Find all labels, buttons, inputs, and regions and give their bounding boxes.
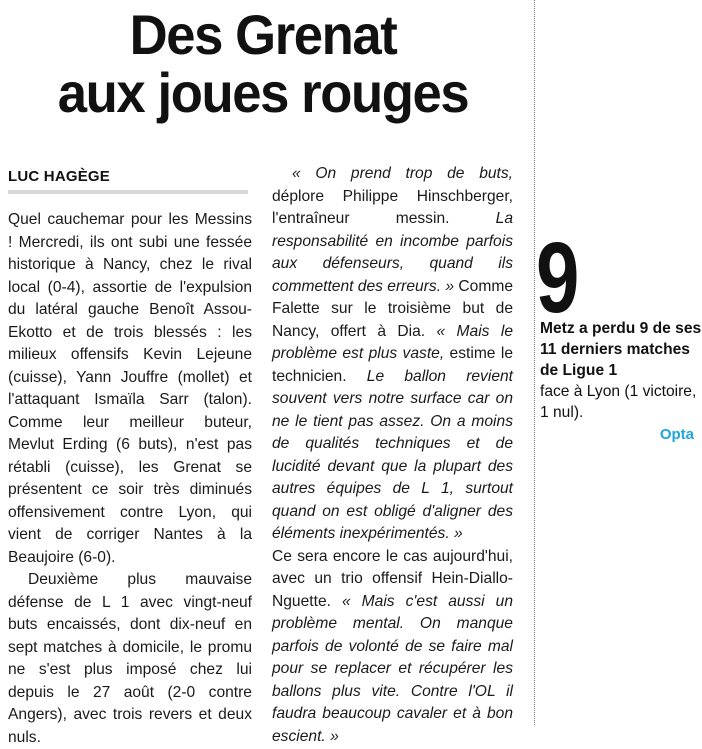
text-fragment: Comme Falette sur le troisième but de Nancy, offert à Dia. [272, 277, 513, 340]
paragraph-coach-quote [272, 163, 513, 546]
quote-fragment: Le ballon revient souvent vers notre surface car on ne le tient pas assez. On a moins de qualités techniques et de lucidité devant que la plupart des autres équipes de L 1, surtout quand on est obligé d'aligner des éléments inexpérimentés. » [272, 367, 513, 542]
paragraph-intro: Quel cauchemar pour les Messins ! Mercredi, ils ont subi une fessée historique à Nancy, chez le rival local (0-4), assortie de l'expulsion du latéral gauche Benoît Assou-Ekotto et de trois blessés : les milieux offensifs Kevin Lejeune (cuisse), Yann Jouffre (mollet) et l'attaquant Ismaïla Sarr (talon). Comme leur meilleur buteur, Mevlut Erding (6 buts), n'est pas rétabli (cuisse), les Grenat se présentent ce soir très diminués offensivement contre Lyon, qui vient de corriger Nantes à la Beaujoire (6-0). [8, 211, 252, 566]
byline-bar [8, 168, 248, 194]
headline-line-2: aux joues rouges [57, 61, 469, 124]
headline-line-1: Des Grenat [129, 3, 397, 66]
article-column-right [272, 163, 513, 748]
paragraph-defense: Deuxième plus mauvaise défense de L 1 avec vingt-neuf buts encaissés, dont dix-neuf en sept matches à domicile, le promu ne s'est plus imposé chez lui depuis le 27 août (2-0 contre Angers), avec trois revers et deux nuls. [8, 571, 252, 746]
text-fragment: Ce sera encore le cas aujourd'hui, avec un trio offensif Hein-Diallo-Nguette. [272, 547, 513, 610]
column-divider [534, 0, 535, 725]
stat-number: 9 [536, 222, 580, 334]
author-byline: LUC HAGÈGE [8, 168, 111, 185]
stat-detail: face à Lyon (1 victoire, 1 nul). [540, 383, 697, 421]
paragraph-trio [272, 546, 513, 749]
quote-fragment: La responsabilité en incombe parfois aux défenseurs, quand ils commettent des erreurs. » [272, 210, 513, 295]
stat-source: Opta [659, 426, 694, 443]
text-fragment: déplore Philippe Hinschberger, l'entraîneur messin. [272, 187, 513, 227]
text-fragment: estime le technicien. [272, 345, 513, 385]
article-column-left [8, 209, 252, 749]
quote-fragment: « Mais c'est aussi un problème mental. On manque parfois de volonté de se faire mal pour se replacer et récupérer les ballons plus vite. Contre l'OL il faudra beaucoup cavaler et à bon escient. » [272, 592, 514, 745]
article-headline [23, 3, 502, 124]
stat-headline: Metz a perdu 9 de ses 11 derniers matches de Ligue 1 [540, 320, 702, 379]
quote-fragment: « Mais le problème est plus vaste, [272, 322, 513, 362]
quote-fragment: « On prend trop de buts, [292, 165, 513, 182]
